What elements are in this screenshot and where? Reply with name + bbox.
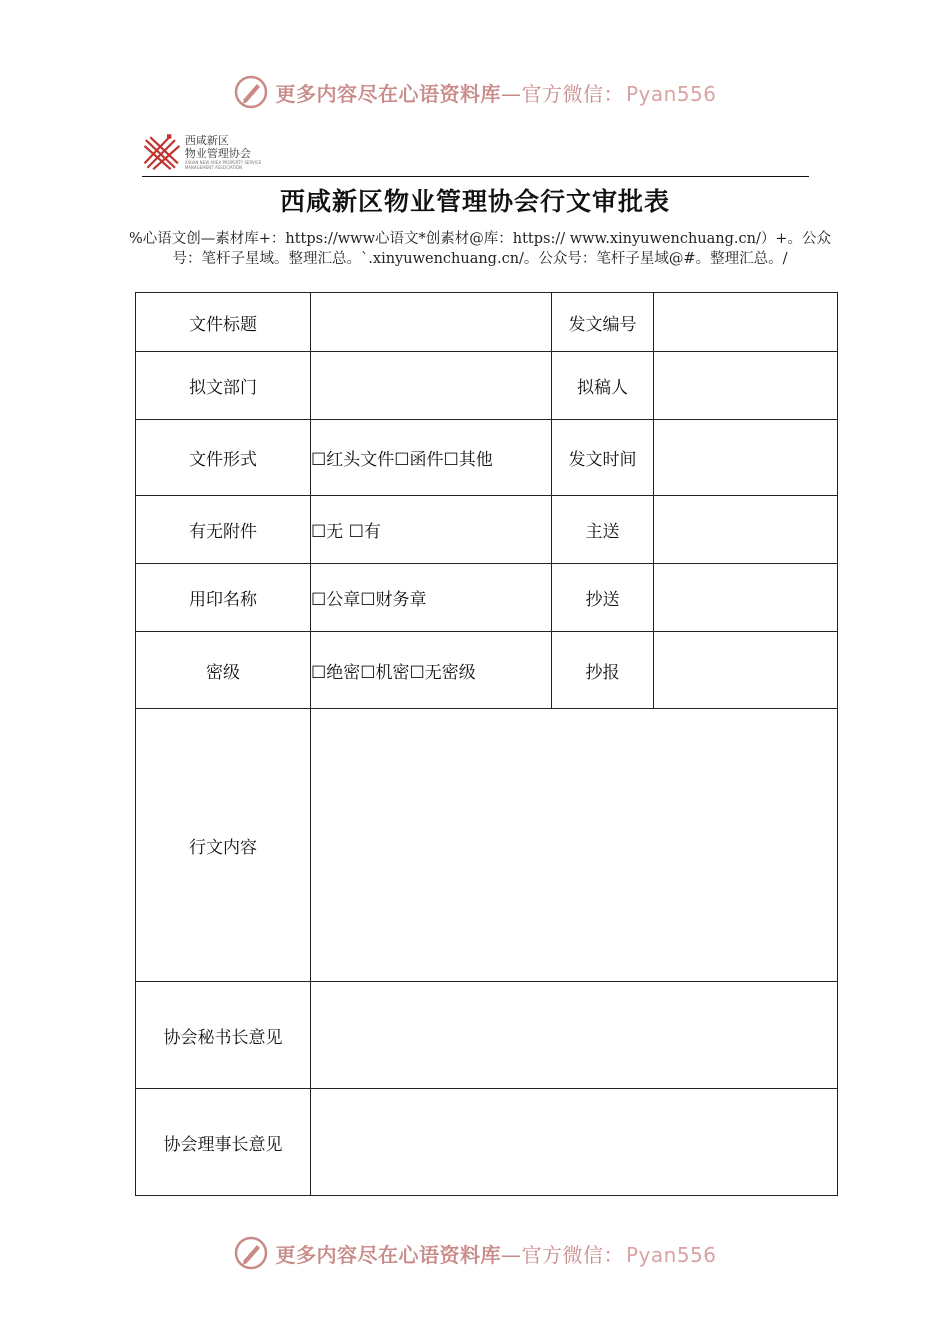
form-label-cc: 抄送 (552, 564, 654, 632)
form-label-doc-form: 文件形式 (136, 420, 311, 496)
header-divider (142, 176, 809, 177)
top-banner (0, 72, 950, 112)
form-label-doc-number: 发文编号 (552, 293, 654, 352)
form-label-attachments: 有无附件 (136, 496, 311, 564)
form-label-main-recipient: 主送 (552, 496, 654, 564)
bottom-banner (0, 1233, 950, 1273)
banner-brand: 更多内容尽在心语资料库 (275, 81, 501, 106)
form-label-chairman-opinion: 协会理事长意见 (136, 1089, 311, 1196)
chairman-opinion-field[interactable] (311, 1089, 838, 1196)
form-label-doc-title: 文件标题 (136, 293, 311, 352)
doc-number-field[interactable] (654, 293, 838, 352)
form-label-seal-name: 用印名称 (136, 564, 311, 632)
association-name-line2: 物业管理协会 (184, 147, 251, 160)
table-row (136, 420, 838, 496)
form-label-drafting-dept: 拟文部门 (136, 352, 311, 420)
attachments-options[interactable]: ☐无 ☐有 (311, 496, 552, 564)
banner-brand: 更多内容尽在心语资料库 (275, 1242, 501, 1267)
form-label-secretary-opinion: 协会秘书长意见 (136, 982, 311, 1089)
banner-dash: — (500, 81, 522, 106)
form-label-drafter: 拟稿人 (552, 352, 654, 420)
table-row (136, 293, 838, 352)
banner-wechat-id: Pyan556 (625, 81, 717, 106)
form-label-report-to: 抄报 (552, 632, 654, 709)
table-row (136, 1089, 838, 1196)
banner-text (275, 1239, 716, 1268)
table-row (136, 632, 838, 709)
form-label-security-level: 密级 (136, 632, 311, 709)
approval-form-table (135, 292, 838, 1196)
doc-title-field[interactable] (311, 293, 552, 352)
table-row (136, 982, 838, 1089)
banner-text (275, 78, 716, 107)
secretary-opinion-field[interactable] (311, 982, 838, 1089)
association-logo (143, 126, 283, 176)
main-recipient-field[interactable] (654, 496, 838, 564)
issue-time-field[interactable] (654, 420, 838, 496)
association-mark-icon (143, 126, 181, 176)
banner-wechat-label: 官方微信： (521, 81, 624, 106)
pen-logo-icon (233, 1235, 269, 1271)
table-row (136, 496, 838, 564)
banner-wechat-label: 官方微信： (521, 1242, 624, 1267)
banner-dash: — (500, 1242, 522, 1267)
doc-form-options[interactable]: ☐红头文件☐函件☐其他 (311, 420, 552, 496)
association-name-line1: 西咸新区 (184, 134, 229, 147)
form-label-issue-time: 发文时间 (552, 420, 654, 496)
content-field[interactable] (311, 709, 838, 982)
page-title: 西咸新区物业管理协会行文审批表 (279, 187, 670, 216)
drafter-field[interactable] (654, 352, 838, 420)
association-name (185, 134, 283, 170)
report-to-field[interactable] (654, 632, 838, 709)
watermark-text: %心语文创—素材库+：https://www心语文*创素材@库：https:// www.xinyuwenchuang.cn/）+。公众号：笔杆子星域。整理汇总。`.xinyuwenchuang.cn/。公众号：笔杆子星域@#。整理汇总。/ (128, 231, 832, 267)
table-row (136, 564, 838, 632)
table-row (136, 709, 838, 982)
drafting-dept-field[interactable] (311, 352, 552, 420)
pen-logo-icon (233, 74, 269, 110)
form-label-content: 行文内容 (136, 709, 311, 982)
table-row (136, 352, 838, 420)
seal-name-options[interactable]: ☐公章☐财务章 (311, 564, 552, 632)
association-name-english: XIXIAN NEW AREA PROPERTY SERVICE MANAGEMENT ASSOCIATION (184, 160, 262, 170)
banner-wechat-id: Pyan556 (625, 1242, 717, 1267)
cc-field[interactable] (654, 564, 838, 632)
security-level-options[interactable]: ☐绝密☐机密☐无密级 (311, 632, 552, 709)
